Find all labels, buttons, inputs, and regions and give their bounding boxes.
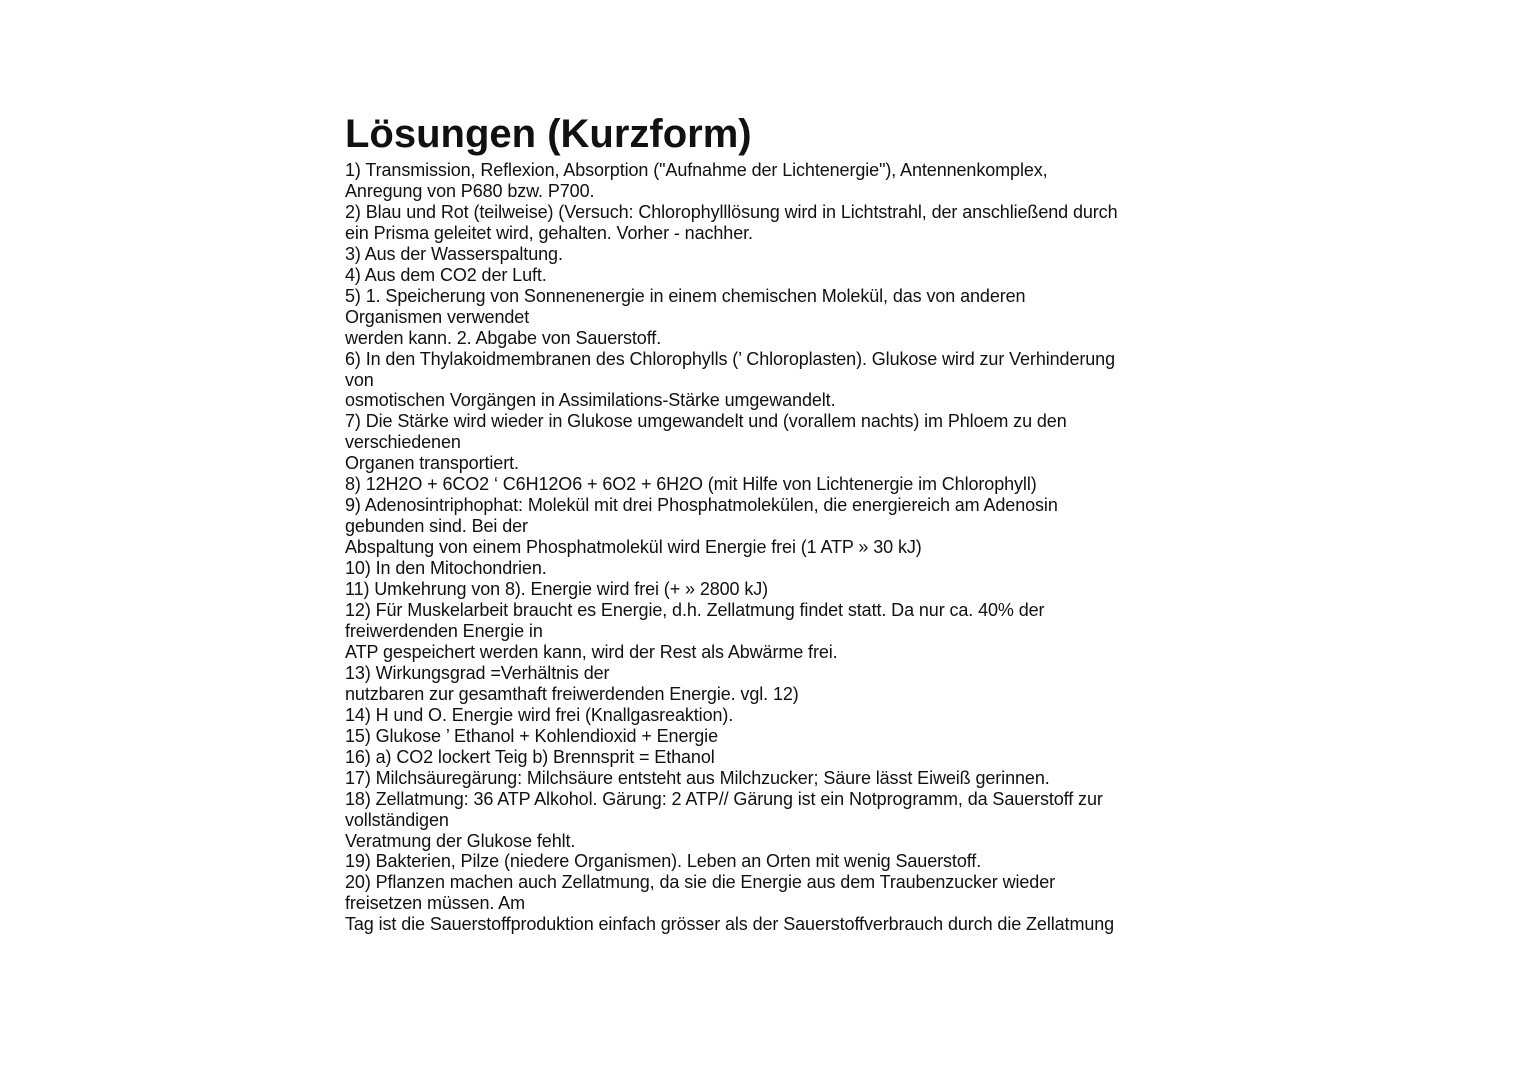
page-title: Lösungen (Kurzform) [345,112,752,156]
text-line: 16) a) CO2 lockert Teig b) Brennsprit = Ethanol [345,746,715,767]
text-line: vollständigen [345,809,449,830]
text-line: 11) Umkehrung von 8). Energie wird frei (+ » 2800 kJ) [345,579,769,600]
text-line: 2) Blau und Rot (teilweise) (Versuch: Chlorophylllösung wird in Lichtstrahl, der anschließend durch [345,201,1118,222]
text-line: 5) 1. Speicherung von Sonnenenergie in einem chemischen Molekül, das von anderen [345,285,1026,306]
text-line: 7) Die Stärke wird wieder in Glukose umgewandelt und (vorallem nachts) im Phloem zu den [345,411,1067,432]
text-line: Anregung von P680 bzw. P700. [345,180,595,201]
text-line: 8) 12H2O + 6CO2 ‘ C6H12O6 + 6O2 + 6H2O (mit Hilfe von Lichtenergie im Chlorophyll) [345,474,1037,495]
text-line: 4) Aus dem CO2 der Luft. [345,264,547,285]
text-line: 19) Bakterien, Pilze (niedere Organismen). Leben an Orten mit wenig Sauerstoff. [345,851,982,872]
text-line: 9) Adenosintriphophat: Molekül mit drei Phosphatmolekülen, die energiereich am Adenosin [345,495,1058,516]
text-line: ATP gespeichert werden kann, wird der Rest als Abwärme frei. [345,641,838,662]
text-line: Abspaltung von einem Phosphatmolekül wird Energie frei (1 ATP » 30 kJ) [345,537,922,558]
text-line: 10) In den Mitochondrien. [345,558,547,579]
text-line: 18) Zellatmung: 36 ATP Alkohol. Gärung: 2 ATP// Gärung ist ein Notprogramm, da Sauerstoff zur [345,788,1103,809]
text-line: freiwerdenden Energie in [345,620,543,641]
text-line: Organen transportiert. [345,453,519,474]
text-line: gebunden sind. Bei der [345,516,528,537]
text-line: Veratmung der Glukose fehlt. [345,830,576,851]
text-line: freisetzen müssen. Am [345,893,525,914]
text-line: 20) Pflanzen machen auch Zellatmung, da sie die Energie aus dem Traubenzucker wieder [345,872,1056,893]
text-line: 6) In den Thylakoidmembranen des Chlorophylls (’ Chloroplasten). Glukose wird zur Verhinderung [345,348,1115,369]
text-line: werden kann. 2. Abgabe von Sauerstoff. [345,327,662,348]
text-line: 14) H und O. Energie wird frei (Knallgasreaktion). [345,704,734,725]
text-line: Tag ist die Sauerstoffproduktion einfach grösser als der Sauerstoffverbrauch durch die Zellatmung [345,914,1115,935]
text-line: 3) Aus der Wasserspaltung. [345,243,563,264]
text-line: 15) Glukose ’ Ethanol + Kohlendioxid + Energie [345,725,718,746]
text-line: 17) Milchsäuregärung: Milchsäure entsteht aus Milchzucker; Säure lässt Eiweiß gerinnen. [345,767,1050,788]
text-line: von [345,369,374,390]
text-line: 1) Transmission, Reflexion, Absorption ("Aufnahme der Lichtenergie"), Antennenkomplex, [345,160,1048,180]
text-line: Organismen verwendet [345,306,530,327]
text-line: ein Prisma geleitet wird, gehalten. Vorher - nachher. [345,222,753,243]
text-line: verschiedenen [345,432,461,453]
text-line: nutzbaren zur gesamthaft freiwerdenden Energie. vgl. 12) [345,683,799,704]
document-page [345,110,1205,935]
text-line: 13) Wirkungsgrad =Verhältnis der [345,662,610,683]
text-line: osmotischen Vorgängen in Assimilations-Stärke umgewandelt. [345,390,836,411]
solutions-text [345,160,1205,935]
text-line: 12) Für Muskelarbeit braucht es Energie, d.h. Zellatmung findet statt. Da nur ca. 40% der [345,600,1045,621]
